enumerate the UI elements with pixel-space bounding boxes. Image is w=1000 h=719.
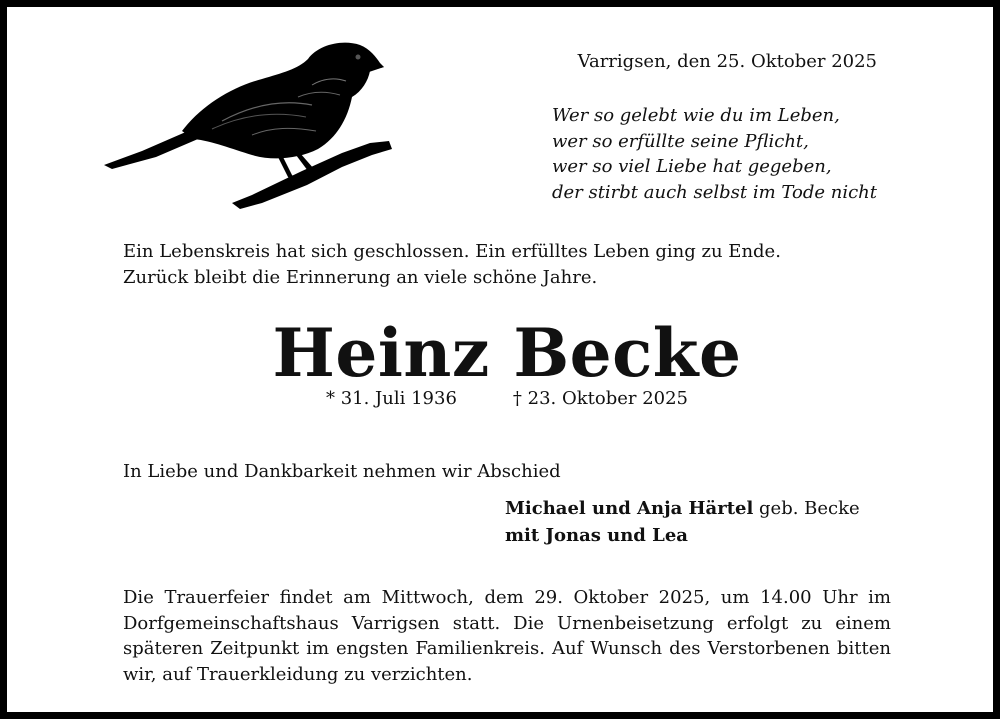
poem-line: Wer so gelebt wie du im Leben, <box>551 105 840 126</box>
mourner-children: mit Jonas und Lea <box>505 525 688 546</box>
farewell-text: In Liebe und Dankbarkeit nehmen wir Abschied <box>123 461 561 482</box>
death-date: † 23. Oktober 2025 <box>512 388 689 409</box>
life-dates <box>7 388 1000 409</box>
poem-line: wer so erfüllte seine Pflicht, <box>551 130 809 152</box>
deceased-name: Heinz Becke <box>272 314 742 392</box>
mourner-line <box>505 522 860 549</box>
intro-line: Ein Lebenskreis hat sich geschlossen. Ein erfülltes Leben ging zu Ende. <box>123 241 781 262</box>
mourner-line <box>505 495 860 522</box>
poem-line: der stirbt auch selbst im Tode nicht <box>551 182 877 204</box>
funeral-notice: Die Trauerfeier findet am Mittwoch, dem 29. Oktober 2025, um 14.00 Uhr im Dorfgemeinschaftshaus Varrigsen statt. Die Urnenbeisetzung erfolgt zu einem späteren Zeitpunkt im engsten Familienkreis. Auf Wunsch des Verstorbenen bitten wir, auf Trauerkleidung zu verzichten. <box>123 587 891 685</box>
intro-line: Zurück bleibt die Erinnerung an viele schöne Jahre. <box>123 267 598 288</box>
mourner-names: Michael und Anja Härtel <box>505 498 754 519</box>
poem-line: wer so viel Liebe hat gegeben, <box>551 156 832 178</box>
place-date: Varrigsen, den 25. Oktober 2025 <box>577 51 877 72</box>
poem <box>552 103 877 206</box>
birth-date: * 31. Juli 1936 <box>325 388 457 409</box>
bird-on-branch-icon <box>102 35 397 210</box>
mourner-maiden-name: geb. Becke <box>753 498 860 519</box>
mourners <box>505 495 860 549</box>
intro-text <box>123 239 781 291</box>
